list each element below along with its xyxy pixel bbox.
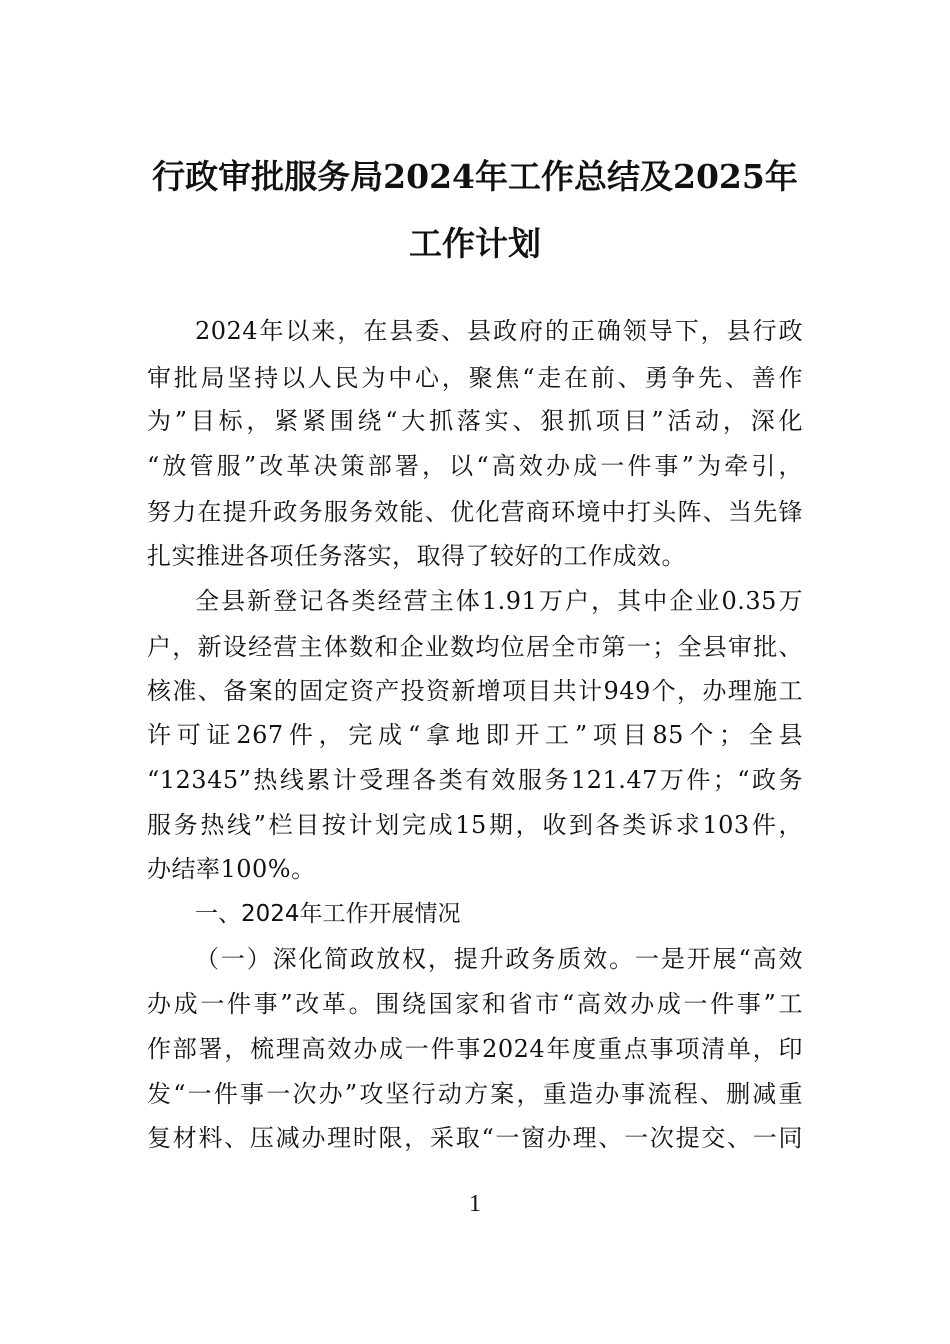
paragraph-line: 2024年以来，在县委、县政府的正确领导下，县行政 (195, 317, 803, 345)
paragraph-line: 办成一件事”改革。围绕国家和省市“高效办成一件事”工 (147, 990, 803, 1018)
paragraph-line: 全县新登记各类经营主体1.91万户，其中企业0.35万 (195, 587, 803, 615)
page-number: 1 (469, 1191, 481, 1217)
section-heading: 一、2024年工作开展情况 (195, 901, 461, 927)
document-title-line-2: 工作计划 (409, 224, 541, 263)
paragraph-line: 审批局坚持以人民为中心，聚焦“走在前、勇争先、善作 (147, 364, 803, 392)
paragraph-line: 复材料、压减办理时限，采取“一窗办理、一次提交、一同 (147, 1124, 803, 1152)
paragraph-line: 扎实推进各项任务落实，取得了较好的工作成效。 (147, 542, 686, 570)
paragraph-line: 服务热线”栏目按计划完成15期，收到各类诉求103件， (147, 811, 803, 839)
paragraph-line: 发“一件事一次办”攻坚行动方案，重造办事流程、删减重 (147, 1080, 803, 1108)
paragraph-line: 核准、备案的固定资产投资新增项目共计949个，办理施工 (147, 677, 803, 705)
paragraph-line: 努力在提升政务服务效能、优化营商环境中打头阵、当先锋 (147, 498, 803, 526)
paragraph-line: 为”目标，紧紧围绕“大抓落实、狠抓项目”活动，深化 (147, 407, 803, 435)
document-title-line-1: 行政审批服务局2024年工作总结及2025年 (152, 157, 798, 196)
paragraph-line: “放管服”改革决策部署，以“高效办成一件事”为牵引， (147, 452, 803, 480)
paragraph-line: 户，新设经营主体数和企业数均位居全市第一；全县审批、 (147, 633, 803, 661)
paragraph-line: 办结率100%。 (147, 855, 316, 883)
paragraph-line: “12345”热线累计受理各类有效服务121.47万件；“政务 (147, 766, 803, 794)
paragraph-line: 许可证267件，完成“拿地即开工”项目85个；全县 (147, 721, 803, 749)
paragraph-line: 作部署，梳理高效办成一件事2024年度重点事项清单，印 (147, 1035, 803, 1063)
paragraph-line: （一）深化简政放权，提升政务质效。一是开展“高效 (195, 945, 803, 973)
